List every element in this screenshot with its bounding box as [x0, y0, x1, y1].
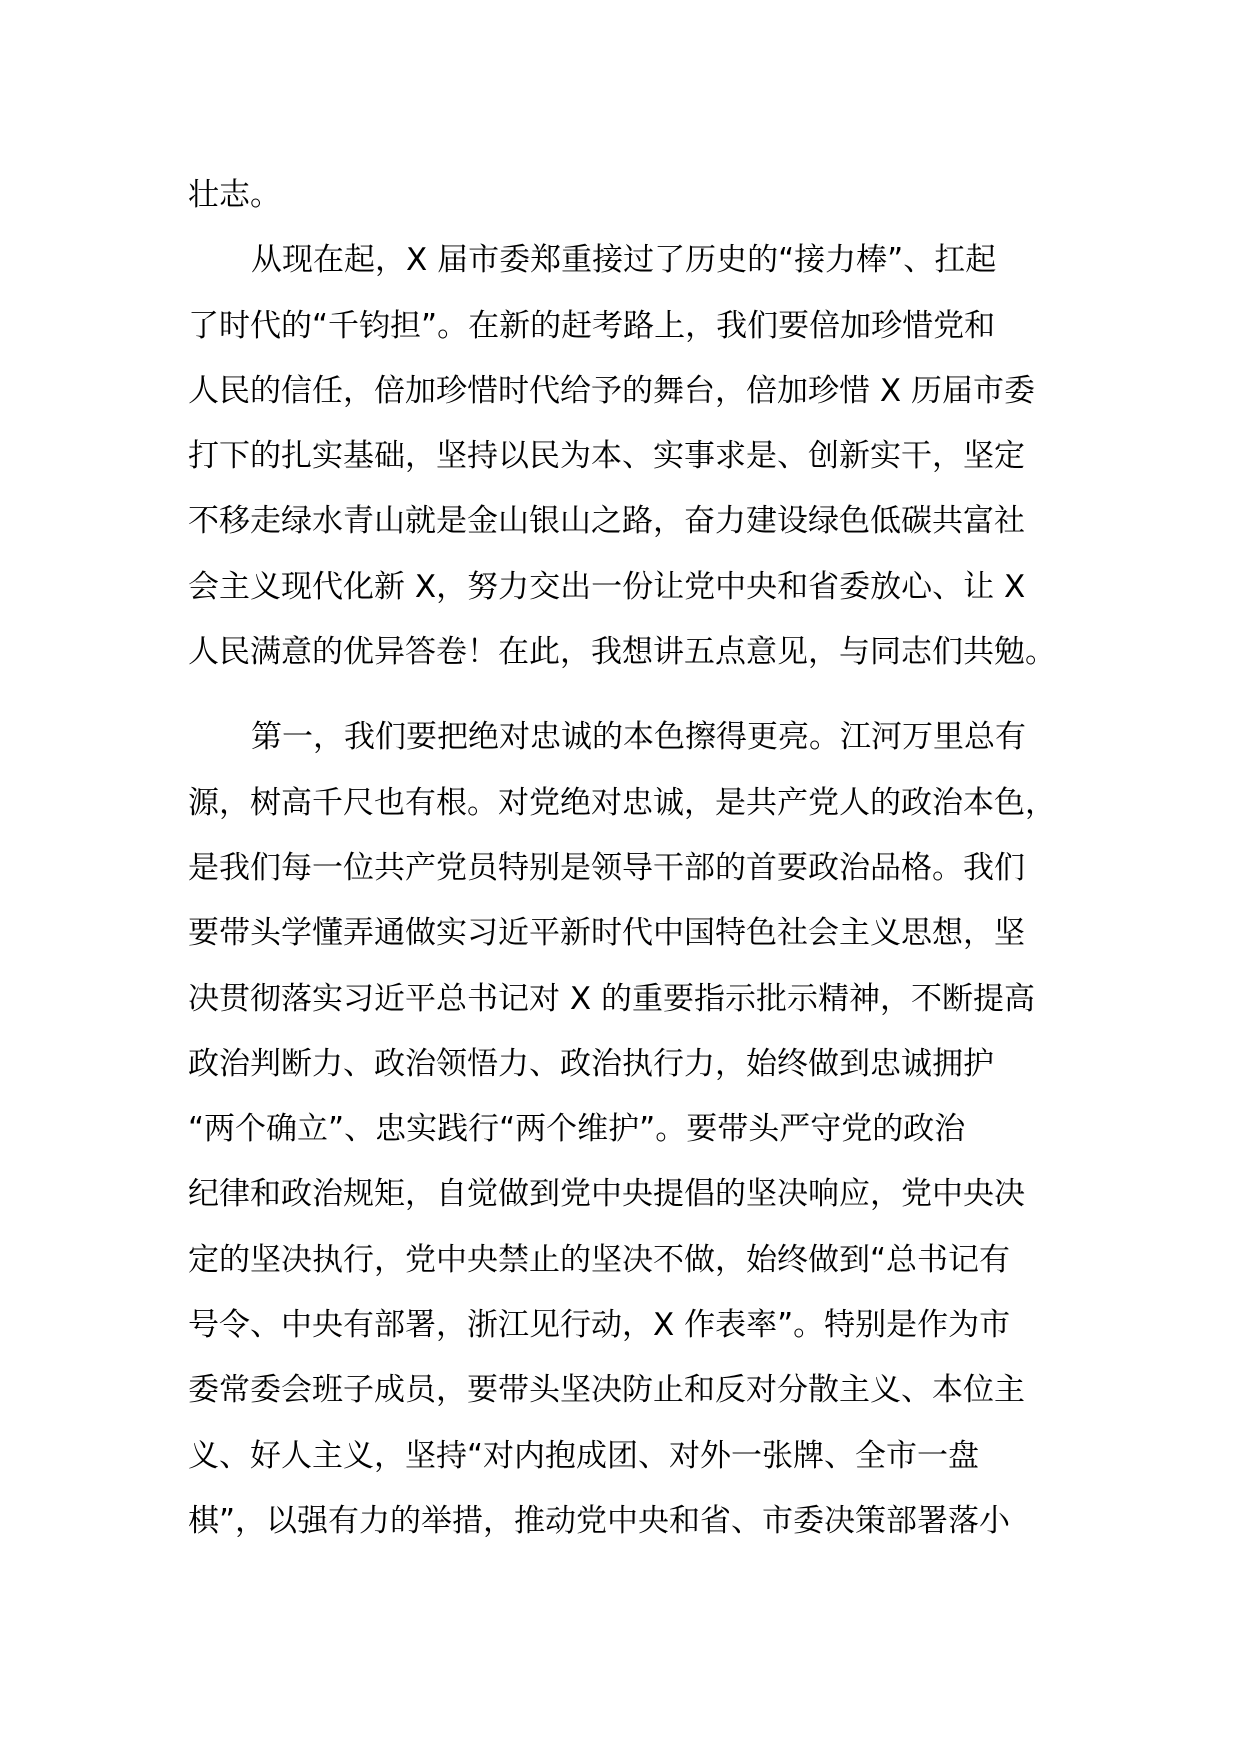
text-line: 纪律和政治规矩，自觉做到党中央提倡的坚决响应，党中央决: [188, 1176, 1025, 1213]
text-line: 不移走绿水青山就是金山银山之路，奋力建设绿色低碳共富社: [188, 503, 1025, 540]
text-line: 定的坚决执行，党中央禁止的坚决不做，始终做到“总书记有: [188, 1241, 1011, 1278]
text-line: 要带头学懂弄通做实习近平新时代中国特色社会主义思想，坚: [188, 915, 1025, 952]
text-line: 打下的扎实基础，坚持以民为本、实事求是、创新实干，坚定: [188, 438, 1025, 475]
text-line: 源，树高千尺也有根。对党绝对忠诚，是共产党人的政治本色，: [188, 784, 1056, 821]
text-line: 了时代的“千钧担”。在新的赶考路上，我们要倍加珍惜党和: [188, 307, 996, 344]
text-line: 棋”，以强有力的举措，推动党中央和省、市委决策部署落小: [188, 1502, 1011, 1539]
text-line: 政治判断力、政治领悟力、政治执行力，始终做到忠诚拥护: [188, 1045, 994, 1082]
text-line: 人民的信任，倍加珍惜时代给予的舞台，倍加珍惜 X 历届市委: [188, 372, 1035, 409]
paragraph-intro: [188, 228, 1088, 685]
text-line: 壮志。: [188, 177, 281, 213]
document-body: [188, 163, 1088, 1554]
text-line: 义、好人主义，坚持“对内抱成团、对外一张牌、全市一盘: [188, 1437, 980, 1474]
text-line: 号令、中央有部署，浙江见行动，X 作表率”。特别是作为市: [188, 1307, 1011, 1344]
paragraph-point-one: [188, 705, 1088, 1554]
text-line: 第一，我们要把绝对忠诚的本色擦得更亮。江河万里总有: [251, 719, 1026, 756]
text-line: “两个确立”、忠实践行“两个维护”。要带头严守党的政治: [188, 1111, 966, 1148]
text-line: 人民满意的优异答卷！在此，我想讲五点意见，与同志们共勉。: [188, 634, 1056, 671]
text-line: 是我们每一位共产党员特别是领导干部的首要政治品格。我们: [188, 849, 1025, 886]
text-line: 决贯彻落实习近平总书记对 X 的重要指示批示精神，不断提高: [188, 980, 1035, 1017]
paragraph-continuation: [188, 163, 1088, 228]
text-line: 从现在起，X 届市委郑重接过了历史的“接力棒”、扛起: [251, 242, 997, 279]
text-line: 委常委会班子成员，要带头坚决防止和反对分散主义、本位主: [188, 1372, 1025, 1409]
text-line: 会主义现代化新 X，努力交出一份让党中央和省委放心、让 X: [188, 568, 1026, 605]
